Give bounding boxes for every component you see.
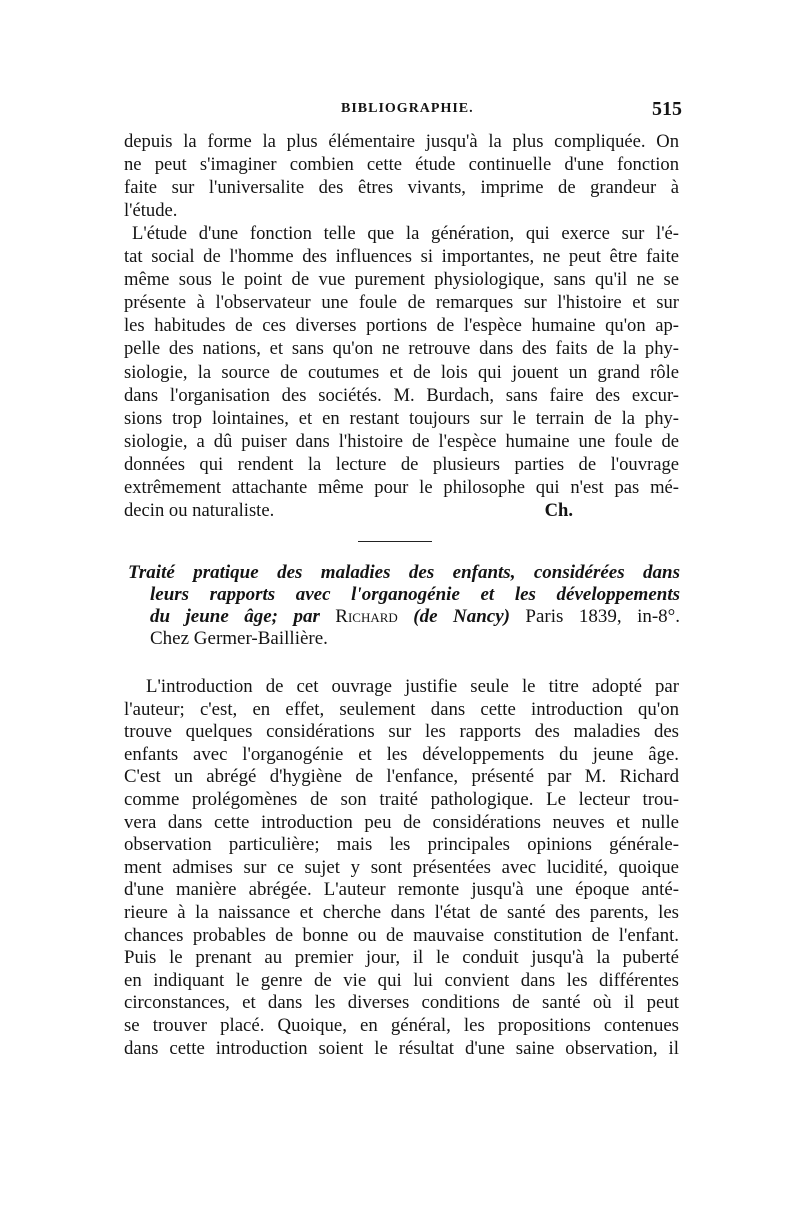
book-entry — [128, 562, 680, 650]
text-line: dans l'organisation des sociétés. M. Burdach, sans faire des excur- — [124, 384, 679, 406]
reviewer-signature: Ch. — [544, 500, 573, 522]
book-title-line — [128, 562, 680, 584]
text-line: comme prolégomènes de son traité pathologique. Le lecteur trou- — [124, 788, 679, 810]
text-line: dans cette introduction soient le résultat d'une saine observation, il — [124, 1037, 679, 1059]
text-line: données qui rendent la lecture de plusieurs parties de l'ouvrage — [124, 453, 679, 475]
text-line: les habitudes de ces diverses portions de l'espèce humaine qu'on ap- — [124, 315, 679, 337]
text-line: présente à l'observateur une foule de remarques sur l'histoire et sur — [124, 292, 679, 314]
paragraph-3 — [124, 676, 679, 1060]
text-line: enfants avec l'organogénie et les développements du jeune âge. — [124, 743, 679, 765]
text-line: trouve quelques considérations sur les rapports des maladies des — [124, 721, 679, 743]
text-line: ne peut s'imaginer combien cette étude continuelle d'une fonction — [124, 154, 679, 176]
text-line: pelle des nations, et sans qu'on ne retrouve dans des faits de la phy- — [124, 338, 679, 360]
paragraph-1 — [124, 130, 679, 222]
text-line: se trouver placé. Quoique, en général, les propositions contenues — [124, 1014, 679, 1036]
text-line: vera dans cette introduction peu de considérations neuves et nulle — [124, 811, 679, 833]
text-line: siologie, la source de coutumes et de lois qui jouent un grand rôle — [124, 361, 679, 383]
text-line: même sous le point de vue purement physiologique, sans qu'il ne se — [124, 269, 679, 291]
text-line: ment admises sur ce sujet y sont présentées avec lucidité, quoique — [124, 856, 679, 878]
text-line-content: decin ou naturaliste. — [124, 500, 275, 522]
text-line: L'introduction de cet ouvrage justifie seule le titre adopté par — [146, 676, 679, 697]
text-line: en indiquant le genre de vie qui lui convient dans les différentes — [124, 969, 679, 991]
text-line: sions trop lointaines, et en restant toujours sur le terrain de la phy- — [124, 407, 679, 429]
running-title: BIBLIOGRAPHIE. — [341, 101, 474, 116]
book-title-part-1: Traité pratique des maladies des enfants, considérées dans — [128, 562, 680, 583]
book-title-line — [128, 606, 680, 628]
text-line: siologie, a dû puiser dans l'histoire de l'espèce humaine une foule de — [124, 430, 679, 452]
text-line: d'une manière abrégée. L'auteur remonte jusqu'à une époque anté- — [124, 879, 679, 901]
book-publication-info: Paris 1839, in-8°. — [525, 606, 681, 627]
book-publisher: Chez Germer-Baillière. — [150, 628, 328, 649]
text-line: faite sur l'universalite des êtres vivants, imprime de grandeur à — [124, 177, 679, 199]
text-line: circonstances, et dans les diverses conditions de santé où il peut — [124, 992, 679, 1014]
book-title-part-2: leurs rapports avec l'organogénie et les développements — [150, 584, 680, 605]
text-line: l'étude. — [124, 200, 178, 222]
page-header — [122, 98, 682, 127]
text-line: L'étude d'une fonction telle que la génération, qui exerce sur l'é- — [132, 223, 679, 244]
text-line — [124, 499, 679, 522]
text-line: Puis le prenant au premier jour, il le conduit jusqu'à la puberté — [124, 947, 679, 969]
text-line: tat social de l'homme des influences si importantes, ne peut être faite — [124, 246, 679, 268]
book-author-place: (de Nancy) — [413, 606, 510, 627]
book-title-line — [128, 584, 680, 606]
text-line: rieure à la naissance et cherche dans l'état de santé des parents, les — [124, 901, 679, 923]
text-line: depuis la forme la plus élémentaire jusqu'à la plus compliquée. On — [124, 131, 679, 152]
page-number: 515 — [652, 98, 682, 120]
text-line: chances probables de bonne ou de mauvaise constitution de l'enfant. — [124, 924, 679, 946]
book-author: Richard — [335, 606, 398, 627]
text-line: l'auteur; c'est, en effet, seulement dans cette introduction qu'on — [124, 698, 679, 720]
text-line: extrêmement attachante même pour le philosophe qui n'est pas mé- — [124, 477, 679, 499]
section-divider — [358, 541, 432, 542]
text-line: C'est un abrégé d'hygiène de l'enfance, présenté par M. Richard — [124, 766, 679, 788]
book-title-part-3: du jeune âge; par — [150, 606, 320, 627]
paragraph-2 — [124, 222, 679, 522]
text-line: observation particulière; mais les principales opinions générale- — [124, 834, 679, 856]
